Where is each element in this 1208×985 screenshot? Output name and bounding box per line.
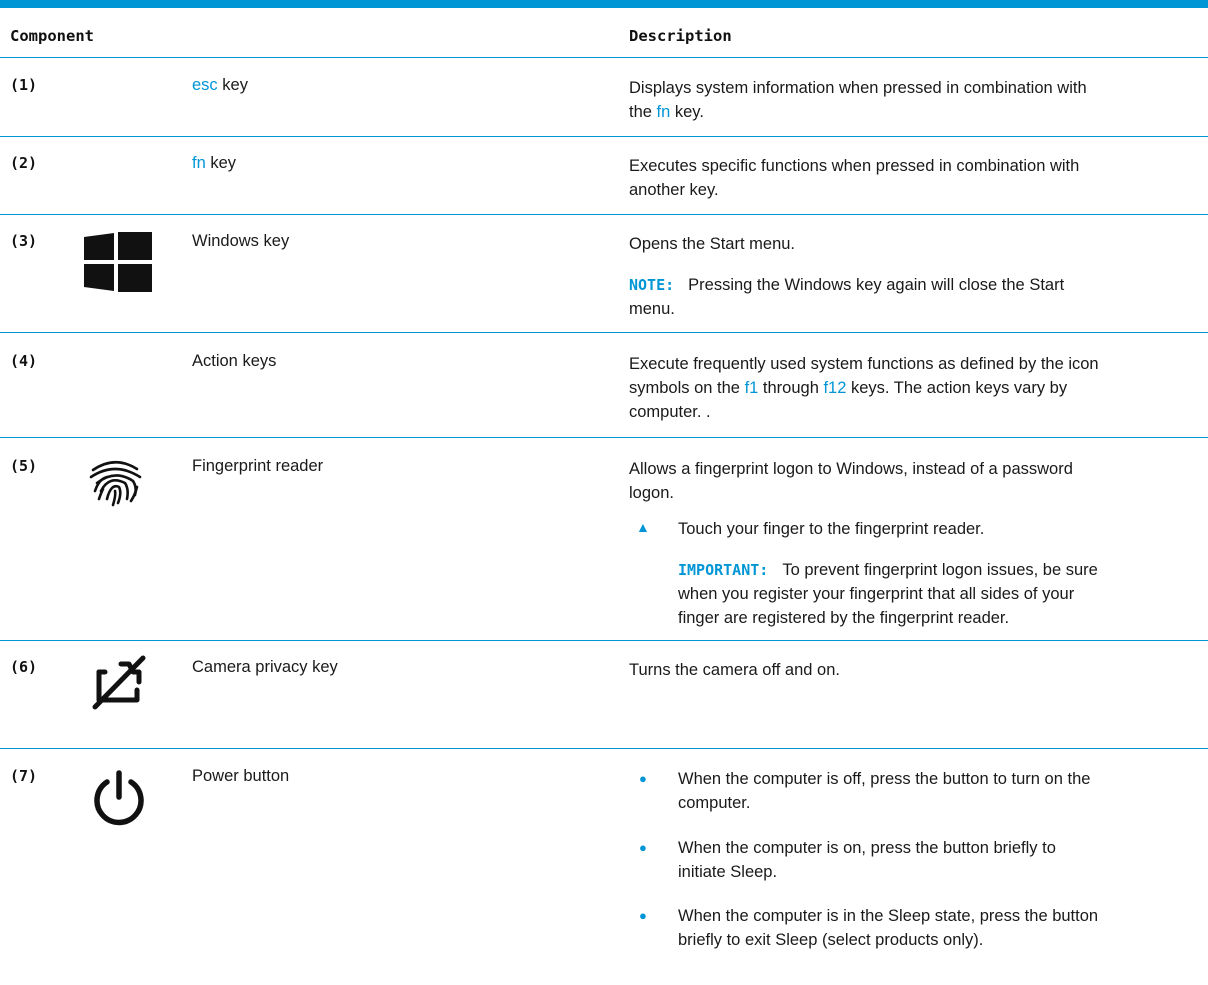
component-description [629,154,1201,202]
bullet-icon: ● [639,771,647,786]
esc-key-label: esc [192,76,218,94]
row-divider [0,437,1208,438]
component-name: Camera privacy key [192,658,338,676]
bullet-item [678,904,1204,952]
description-line [629,273,1201,297]
bullet-text: When the computer is off, press the button to turn on the [678,770,1091,788]
row-number: (4) [10,352,38,370]
step-marker-icon: ▲ [636,519,650,535]
f1-key-label: f1 [744,379,759,397]
row-divider [0,214,1208,215]
bullet-text: briefly to exit Sleep (select products only). [678,931,984,949]
windows-logo-icon [84,232,152,297]
note-text: menu. [629,300,675,318]
component-name [192,154,236,173]
bullet-text: When the computer is in the Sleep state, press the button [678,907,1099,925]
row-divider [0,748,1208,749]
column-header-description: Description [629,27,732,45]
column-header-component: Component [10,27,94,45]
description-text: keys. The action keys vary by [846,379,1068,397]
important-text: when you register your fingerprint that all sides of your [678,585,1075,603]
component-name-suffix: key [205,154,237,172]
note-text: Pressing the Windows key again will close the Start [688,276,1065,294]
component-name [192,76,248,95]
description-line [678,558,1204,582]
description-line [629,100,1201,124]
description-line: Displays system information when pressed in combination with [629,79,1087,97]
important-notice [678,558,1204,630]
important-text: finger are registered by the fingerprint reader. [678,609,1010,627]
component-name: Windows key [192,232,290,250]
component-name: Action keys [192,352,277,370]
f12-key-label: f12 [823,379,847,397]
component-name: Fingerprint reader [192,457,324,475]
step-text: Touch your finger to the fingerprint reader. [678,520,985,538]
row-divider [0,136,1208,137]
row-number: (3) [10,232,38,250]
description-line: computer. . [629,403,711,421]
description-line: Execute frequently used system functions as defined by the icon [629,355,1099,373]
row-divider [0,332,1208,333]
component-name: Power button [192,767,290,785]
component-description [629,352,1201,424]
description-text: the [629,103,657,121]
bullet-icon: ● [639,840,647,855]
note [629,273,1201,321]
component-description: Turns the camera off and on. [629,661,840,679]
table-top-rule [0,0,1208,8]
row-number: (7) [10,767,38,785]
bullet-text: When the computer is on, press the button briefly to [678,839,1056,857]
component-name-suffix: key [217,76,248,94]
bullet-text: initiate Sleep. [678,863,778,881]
important-label: IMPORTANT: [678,561,769,579]
fingerprint-icon [85,455,147,514]
row-number: (1) [10,76,38,94]
description-line: logon. [629,484,674,502]
description-text: key. [670,103,704,121]
power-icon [90,770,148,833]
bullet-item [678,767,1204,815]
fn-key-label: fn [656,103,671,121]
description-line [629,376,1201,400]
camera-privacy-icon [91,654,153,715]
description-text: through [758,379,824,397]
row-divider [0,640,1208,641]
component-description [629,457,1201,505]
bullet-item [678,836,1204,884]
row-number: (5) [10,457,38,475]
row-number: (2) [10,154,38,172]
component-description [629,76,1201,124]
description-text: symbols on the [629,379,745,397]
important-text: To prevent fingerprint logon issues, be sure [782,561,1098,579]
bullet-text: computer. [678,794,751,812]
fn-key-label: fn [192,154,206,172]
row-number: (6) [10,658,38,676]
bullet-icon: ● [639,908,647,923]
component-description: Opens the Start menu. [629,235,796,253]
description-line: another key. [629,181,719,199]
description-line: Executes specific functions when pressed in combination with [629,157,1080,175]
header-divider [0,57,1208,58]
description-line: Allows a fingerprint logon to Windows, instead of a password [629,460,1073,478]
note-label: NOTE: [629,276,675,294]
